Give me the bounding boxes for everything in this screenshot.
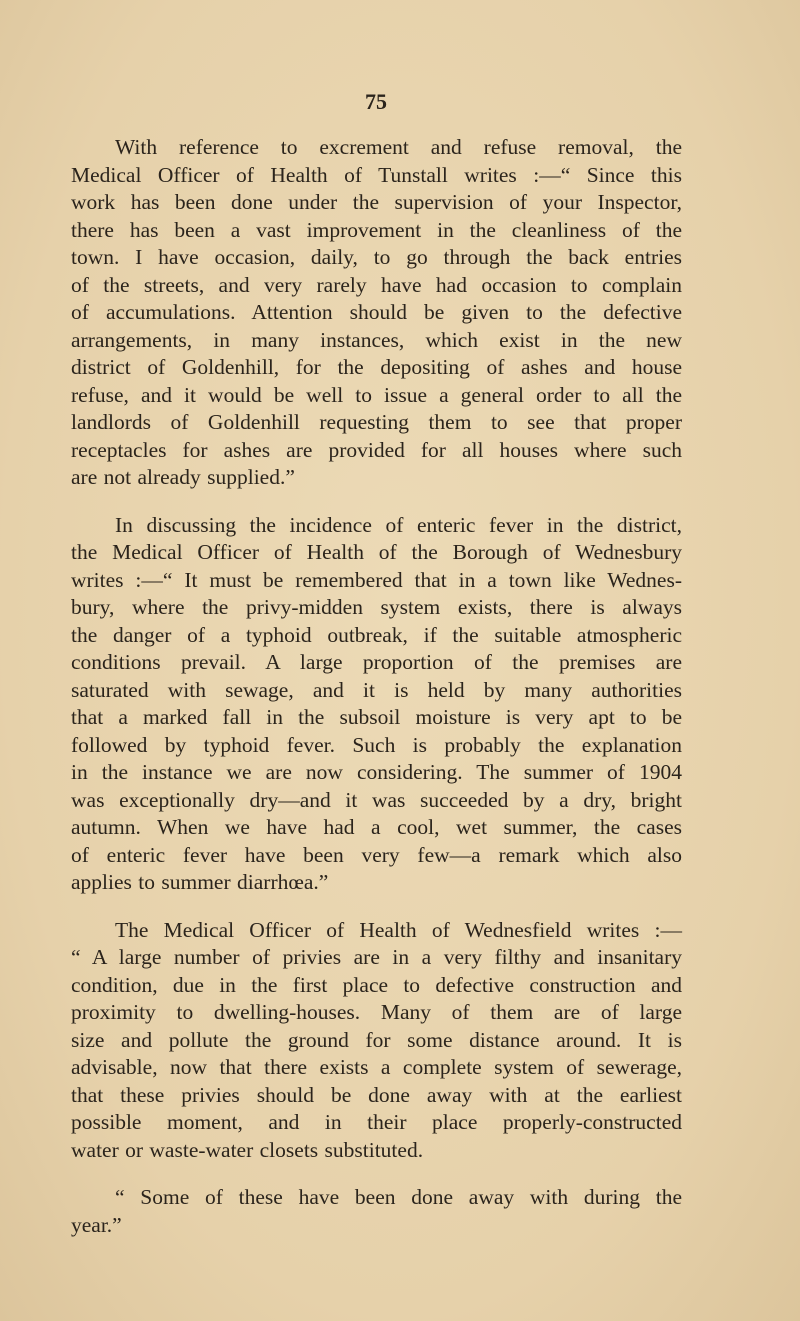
text-line: of accumulations. Attention should be given to the defective	[71, 300, 682, 324]
text-line: possible moment, and in their place properly-constructed	[71, 1110, 682, 1134]
text-line: size and pollute the ground for some distance around. It is	[71, 1027, 682, 1052]
text-line: in the instance we are now considering. The summer of 1904	[71, 760, 682, 784]
text-line: the danger of a typhoid outbreak, if the suitable atmospheric	[71, 622, 682, 647]
text-line: condition, due in the first place to defective construction and	[71, 972, 682, 997]
text-line: writes :—“ It must be remembered that in a town like Wednes-	[71, 567, 682, 592]
text-line: year.”	[71, 1212, 122, 1237]
text-line: work has been done under the supervision of your Inspector,	[71, 190, 682, 214]
text-line: “ Some of these have been done away with during the	[115, 1185, 682, 1209]
text-line: In discussing the incidence of enteric fever in the district,	[115, 512, 682, 537]
text-line: of enteric fever have been very few—a remark which also	[71, 842, 682, 867]
text-line: saturated with sewage, and it is held by many authorities	[71, 677, 682, 702]
text-line: are not already supplied.”	[71, 465, 295, 489]
text-line: refuse, and it would be well to issue a general order to all the	[71, 382, 682, 407]
text-line: that a marked fall in the subsoil moisture is very apt to be	[71, 705, 682, 729]
text-line: The Medical Officer of Health of Wednesfield writes :—	[115, 917, 682, 942]
text-line: landlords of Goldenhill requesting them to see that proper	[71, 410, 682, 434]
text-line: bury, where the privy-midden system exists, there is always	[71, 595, 682, 619]
paragraph	[71, 1184, 682, 1239]
text-line: water or waste-water closets substituted.	[71, 1137, 424, 1162]
text-line: town. I have occasion, daily, to go through the back entries	[71, 245, 682, 269]
text-line: autumn. When we have had a cool, wet summer, the cases	[71, 815, 682, 839]
text-line: arrangements, in many instances, which exist in the new	[71, 327, 682, 352]
text-line: district of Goldenhill, for the depositing of ashes and house	[71, 355, 682, 379]
text-line: there has been a vast improvement in the cleanliness of the	[71, 217, 682, 242]
page-number: 75	[365, 89, 387, 114]
text-line: With reference to excrement and refuse removal, the	[115, 135, 682, 159]
text-line: advisable, now that there exists a complete system of sewerage,	[71, 1055, 682, 1079]
paragraph	[71, 512, 682, 897]
text-line: “ A large number of privies are in a very filthy and insanitary	[71, 945, 682, 969]
text-line: proximity to dwelling-houses. Many of them are of large	[71, 1000, 682, 1024]
paragraph	[71, 917, 682, 1165]
body-text	[71, 134, 682, 1259]
paragraph	[71, 134, 682, 492]
text-line: of the streets, and very rarely have had occasion to complain	[71, 272, 682, 297]
text-line: was exceptionally dry—and it was succeeded by a dry, bright	[71, 787, 682, 812]
text-line: conditions prevail. A large proportion of the premises are	[71, 650, 682, 674]
text-line: receptacles for ashes are provided for all houses where such	[71, 437, 682, 462]
text-line: the Medical Officer of Health of the Borough of Wednesbury	[71, 540, 682, 564]
text-line: that these privies should be done away with at the earliest	[71, 1082, 682, 1107]
text-line: followed by typhoid fever. Such is probably the explanation	[71, 732, 682, 757]
text-line: Medical Officer of Health of Tunstall writes :—“ Since this	[71, 162, 682, 187]
text-line: applies to summer diarrhœa.”	[71, 870, 329, 894]
